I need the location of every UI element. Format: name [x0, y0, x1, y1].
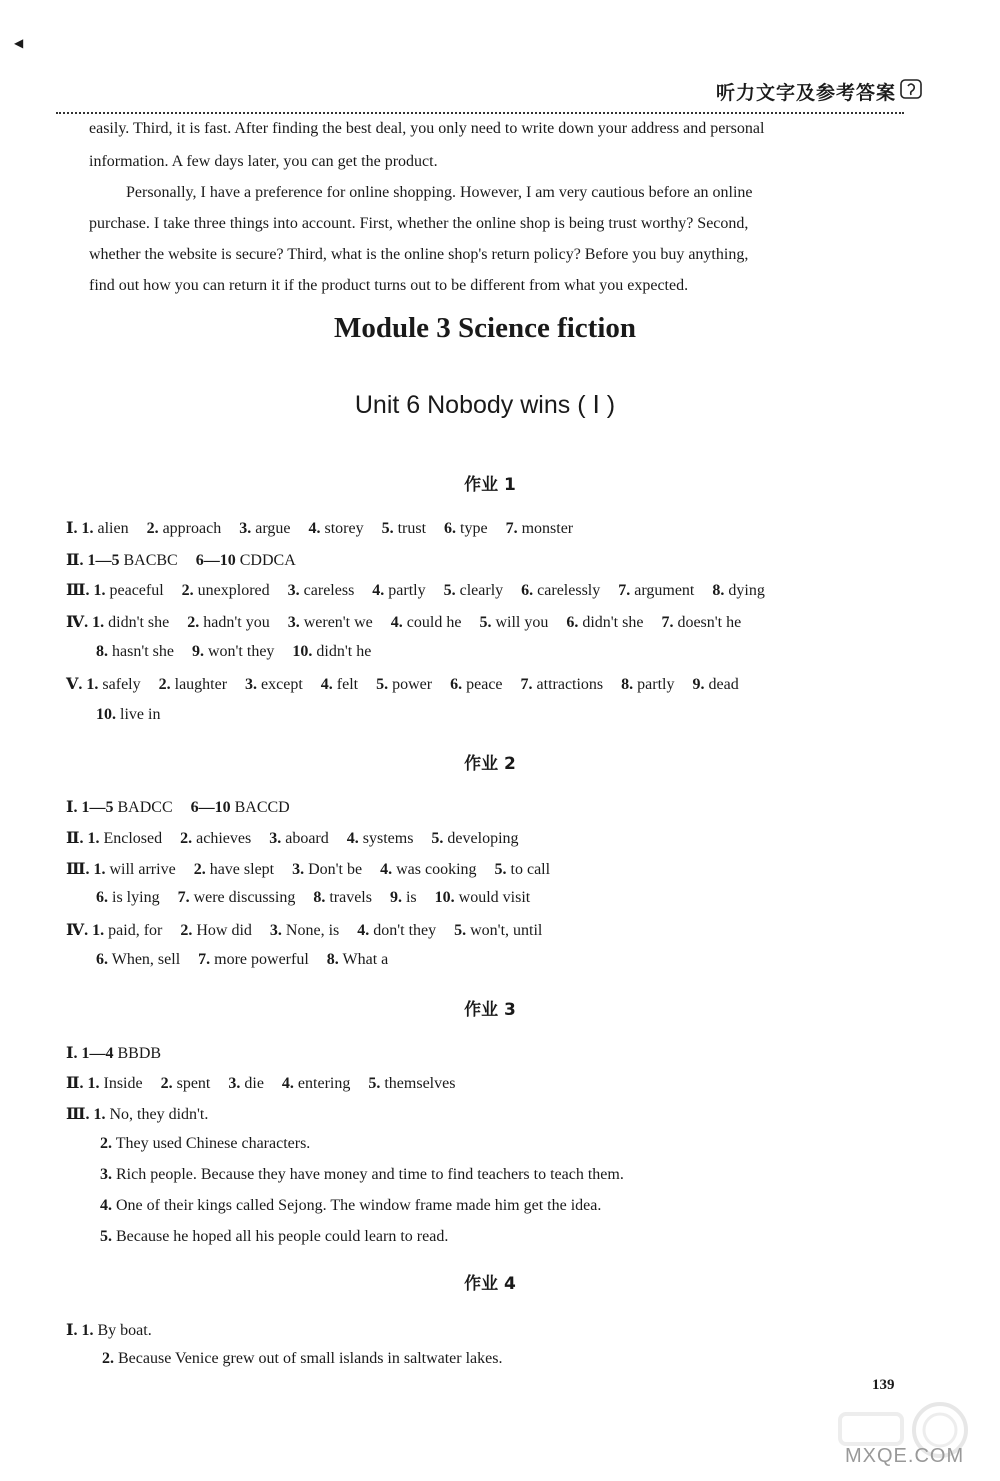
answer-item: 5. will you	[479, 614, 549, 631]
roman-numeral: Ⅲ.	[66, 582, 90, 599]
answer-item: 10. would visit	[434, 889, 531, 906]
answer-item: 2. approach	[146, 520, 222, 537]
unit-title: Unit 6 Nobody wins ( Ⅰ )	[354, 391, 616, 419]
margin-mark: ◀	[14, 36, 24, 50]
answer-item: 1—4 BBDB	[81, 1045, 162, 1062]
paragraph-line: easily. Third, it is fast. After finding the best deal, you only need to write down your address and personal	[89, 120, 765, 137]
answer-item: 6. type	[444, 520, 488, 537]
paragraph-line: purchase. I take three things into account. First, whether the online shop is being trust worthy? Second,	[89, 215, 749, 232]
answer-item: 8. hasn't she	[96, 643, 174, 660]
answer-item: 6. peace	[450, 676, 503, 693]
answer-line	[66, 1073, 455, 1093]
answer-item: 4. One of their kings called Sejong. The window frame made him get the idea.	[100, 1197, 602, 1214]
answer-item: 5. themselves	[368, 1075, 456, 1092]
answer-item: 8. dying	[712, 582, 765, 599]
answer-line	[66, 828, 519, 848]
answer-item: 1. alien	[81, 520, 129, 537]
answer-item: 3. except	[245, 676, 303, 693]
answer-line	[66, 1043, 161, 1063]
answer-line	[66, 797, 290, 817]
paragraph-line: find out how you can return it if the product turns out to be different from what you expected.	[89, 277, 689, 294]
roman-numeral: Ⅱ.	[66, 830, 84, 847]
answer-item: 1. No, they didn't.	[93, 1106, 209, 1123]
answer-item: 2. achieves	[180, 830, 252, 847]
answer-item: 3. Don't be	[292, 861, 363, 878]
answer-item: 1—5 BADCC	[81, 799, 173, 816]
roman-numeral: Ⅲ.	[66, 861, 90, 878]
answer-item: 2. unexplored	[181, 582, 270, 599]
paragraph-line: Personally, I have a preference for online shopping. However, I am very cautious before an online	[126, 184, 753, 201]
answer-item: 1. didn't she	[92, 614, 170, 631]
answer-item: 6. When, sell	[96, 951, 181, 968]
roman-numeral: Ⅳ.	[66, 922, 89, 939]
homework-title: 作业 2	[464, 754, 516, 774]
answer-line	[66, 1104, 208, 1124]
paragraph-line: information. A few days later, you can get the product.	[89, 153, 438, 170]
roman-numeral: Ⅲ.	[66, 1106, 90, 1123]
header-divider	[56, 112, 904, 114]
answer-line	[66, 580, 765, 600]
answer-item: 3. weren't we	[287, 614, 373, 631]
answer-item: 3. argue	[239, 520, 291, 537]
answer-item: 10. didn't he	[292, 643, 372, 660]
answer-item: 3. die	[228, 1075, 264, 1092]
homework-title: 作业 4	[464, 1274, 516, 1294]
roman-numeral: Ⅱ.	[66, 552, 84, 569]
answer-item: 6—10 BACCD	[190, 799, 290, 816]
homework-title: 作业 1	[464, 475, 516, 495]
answer-line	[96, 706, 160, 724]
answer-item: 4. partly	[372, 582, 426, 599]
answer-item: 4. was cooking	[380, 861, 477, 878]
answer-item: 2. have slept	[193, 861, 275, 878]
answer-item: 4. systems	[346, 830, 414, 847]
answer-item: 3. Rich people. Because they have money and time to find teachers to teach them.	[100, 1166, 624, 1183]
answer-line	[102, 1350, 502, 1368]
answer-line	[100, 1166, 624, 1184]
answer-item: 5. to call	[494, 861, 551, 878]
answer-item: 1—5 BACBC	[87, 552, 178, 569]
homework-title: 作业 3	[464, 1000, 516, 1020]
answer-item: 1. safely	[86, 676, 141, 693]
roman-numeral: Ⅰ.	[66, 799, 78, 816]
answer-line	[66, 518, 573, 538]
answer-item: 3. careless	[287, 582, 355, 599]
answer-item: 4. storey	[308, 520, 364, 537]
answer-item: 5. power	[376, 676, 433, 693]
roman-numeral: Ⅰ.	[66, 1045, 78, 1062]
answer-item: 9. won't they	[191, 643, 275, 660]
answer-item: 7. were discussing	[177, 889, 296, 906]
answer-item: 1. peaceful	[93, 582, 164, 599]
answer-item: 4. could he	[390, 614, 462, 631]
answer-item: 5. developing	[431, 830, 519, 847]
ear-icon	[900, 78, 922, 100]
answer-item: 5. Because he hoped all his people could learn to read.	[100, 1228, 449, 1245]
answer-item: 6. didn't she	[566, 614, 644, 631]
answer-item: 6—10 CDDCA	[195, 552, 296, 569]
answer-item: 10. live in	[96, 706, 161, 723]
answer-item: 8. partly	[621, 676, 675, 693]
answer-line	[66, 612, 741, 632]
answer-item: 3. None, is	[269, 922, 340, 939]
module-title: Module 3 Science fiction	[333, 312, 637, 344]
answer-item: 7. doesn't he	[661, 614, 742, 631]
answer-line	[100, 1197, 601, 1215]
answer-item: 9. is	[389, 889, 417, 906]
answer-item: 8. travels	[313, 889, 372, 906]
header-title: 听力文字及参考答案	[715, 82, 896, 104]
answer-item: 9. dead	[692, 676, 739, 693]
answer-item: 5. clearly	[443, 582, 504, 599]
answer-item: 2. How did	[180, 922, 252, 939]
answer-item: 4. don't they	[357, 922, 437, 939]
answer-item: 1. will arrive	[93, 861, 176, 878]
answer-item: 1. paid, for	[92, 922, 163, 939]
answer-item: 2. Because Venice grew out of small islands in saltwater lakes.	[102, 1350, 503, 1367]
answer-item: 5. trust	[381, 520, 427, 537]
watermark-text: MXQE.COM	[845, 1445, 965, 1467]
answer-item: 7. argument	[618, 582, 695, 599]
answer-item: 2. laughter	[158, 676, 228, 693]
answer-item: 7. more powerful	[198, 951, 309, 968]
answer-item: 3. aboard	[269, 830, 329, 847]
roman-numeral: Ⅰ.	[66, 1322, 78, 1339]
roman-numeral: Ⅱ.	[66, 1075, 84, 1092]
answer-line	[96, 951, 388, 969]
answer-line	[66, 550, 296, 570]
answer-item: 6. carelessly	[521, 582, 601, 599]
answer-item: 2. spent	[160, 1075, 211, 1092]
answer-item: 2. They used Chinese characters.	[100, 1135, 311, 1152]
answer-item: 2. hadn't you	[187, 614, 270, 631]
answer-item: 4. entering	[281, 1075, 351, 1092]
answer-item: 8. What a	[326, 951, 389, 968]
answer-line	[66, 859, 550, 879]
answer-item: 5. won't, until	[454, 922, 543, 939]
answer-line	[66, 920, 542, 940]
answer-line	[96, 643, 371, 661]
answer-line	[100, 1228, 448, 1246]
paragraph-line: whether the website is secure? Third, what is the online shop's return policy? Before you buy anything,	[89, 246, 749, 263]
answer-item: 7. attractions	[520, 676, 604, 693]
answer-item: 4. felt	[320, 676, 359, 693]
answer-line	[100, 1135, 310, 1153]
answer-item: 1. Enclosed	[87, 830, 163, 847]
roman-numeral: Ⅰ.	[66, 520, 78, 537]
answer-item: 1. By boat.	[81, 1322, 152, 1339]
answer-line	[66, 1320, 152, 1340]
answer-line	[96, 889, 530, 907]
answer-item: 1. Inside	[87, 1075, 143, 1092]
page-number: 139	[872, 1377, 895, 1393]
roman-numeral: Ⅳ.	[66, 614, 89, 631]
answer-item: 6. is lying	[96, 889, 160, 906]
roman-numeral: Ⅴ.	[66, 676, 83, 693]
answer-item: 7. monster	[505, 520, 574, 537]
answer-line	[66, 674, 739, 694]
